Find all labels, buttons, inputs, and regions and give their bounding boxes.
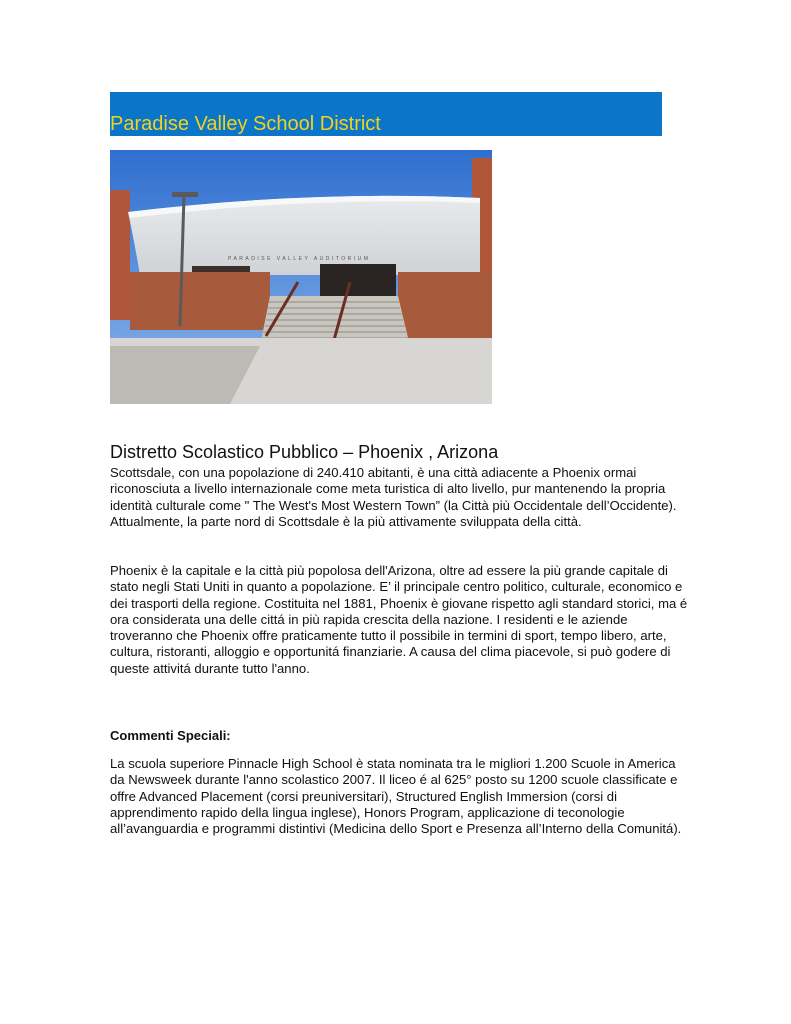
phoenix-paragraph: Phoenix è la capitale e la città più popolosa dell'Arizona, oltre ad essere la più grande capitale di stato negli Stati Uniti in quanto a popolazione. E’ il principale centro politico, culturale, economico e dei trasporti della regione. Costituita nel 1881, Phoenix è giovane rispetto agli standard storici, ma é ora considerata una delle cittá in più rapida crescita della nazione. I residenti e le aziende troveranno che Phoenix offre praticamente tutto il possibile in termini di sport, tempo libero, arte, cultura, ristoranti, alloggio e opportunitá finanziarie. A causa del clima piacevole, si può godere di queste attivitá durante tutto l'anno. — [110, 563, 688, 676]
right-planter — [398, 272, 492, 346]
left-planter — [130, 272, 270, 330]
auditorium-illustration — [110, 150, 492, 404]
title-banner — [110, 92, 662, 136]
entrance-doors — [320, 264, 396, 298]
comments-paragraph: La scuola superiore Pinnacle High School è stata nominata tra le migliori 1.200 Scuole in America da Newsweek durante l'anno scolastico 2007. Il liceo é al 625° posto su 1200 scuole classificate e offre Advanced Placement (corsi preuniversitari), Structured English Immersion (corsi di apprendimento rapido della lingua inglese), Honors Program, applicazione di teconologie all’avanguardia e programmi distintivi (Medicina dello Sport e Presenza all’Interno della Comunitá). — [110, 756, 682, 837]
left-tower — [110, 190, 130, 320]
auditorium-photo — [110, 150, 492, 404]
section-heading: Distretto Scolastico Pubblico – Phoenix , Arizona — [110, 442, 499, 462]
page-title: Paradise Valley School District — [110, 113, 381, 135]
comments-heading: Commenti Speciali: — [110, 728, 231, 743]
scottsdale-paragraph: Scottsdale, con una popolazione di 240.410 abitanti, è una città adiacente a Phoenix ormai riconosciuta a livello internazionale come meta turistica di alto livello, pur mantenendo la propria identità culturale come " The West's Most Western Town” (la Città più Occidentale dell’Occidente). Attualmente, la parte nord di Scottsdale è la più attivamente sviluppata della città. — [110, 465, 677, 529]
building-sign: PARADISE VALLEY AUDITORIUM — [228, 256, 371, 262]
